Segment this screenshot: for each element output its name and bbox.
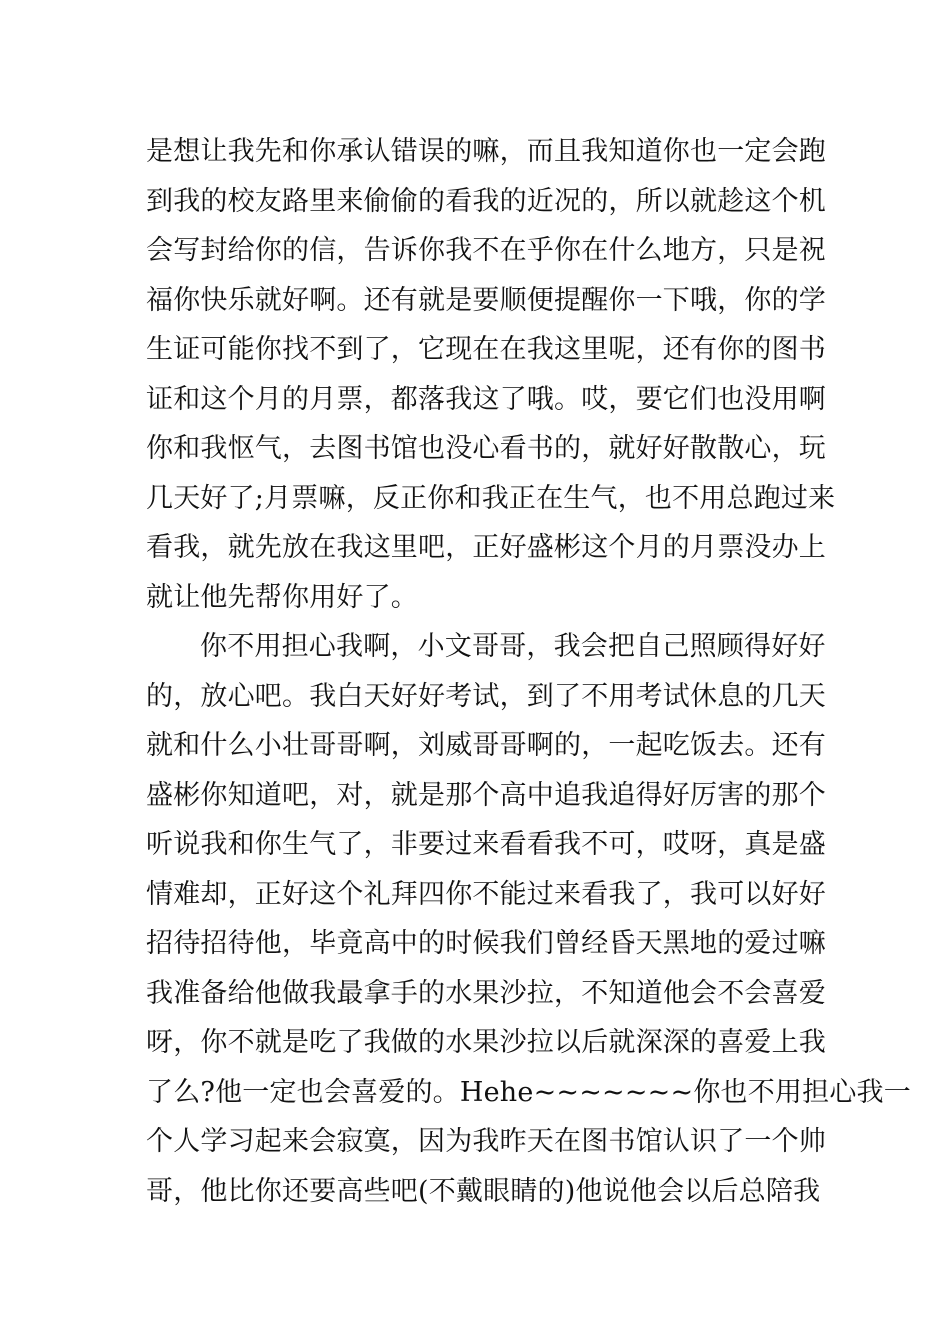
text-line: 我准备给他做我最拿手的水果沙拉，不知道他会不会喜爱 [146,977,826,1009]
text-line: 是想让我先和你承认错误的嘛，而且我知道你也一定会跑 [146,136,826,167]
text-line: 你不用担心我啊，小文哥哥，我会把自己照顾得好好 [200,631,826,662]
text-line: 盛彬你知道吧，对，就是那个高中追我追得好厉害的那个 [146,779,826,811]
text-line: 听说我和你生气了，非要过来看看我不可，哎呀，真是盛 [146,829,826,860]
text-line: 证和这个月的月票，都落我这了哦。哎，要它们也没用啊 [146,383,826,415]
text-line: 会写封给你的信，告诉你我不在乎你在什么地方，只是祝 [146,235,826,266]
text-line: 就和什么小壮哥哥啊，刘威哥哥啊的，一起吃饭去。还有 [146,730,826,761]
text-line: 呀，你不就是吃了我做的水果沙拉以后就深深的喜爱上我 [146,1027,826,1058]
text-line: 情难却，正好这个礼拜四你不能过来看我了，我可以好好 [146,878,826,910]
text-line: 生证可能你找不到了，它现在在我这里呢，还有你的图书 [146,334,826,365]
text-line: 看我，就先放在我这里吧，正好盛彬这个月的月票没办上 [146,532,826,563]
text-line: 就让他先帮你用好了。 [146,581,418,613]
text-line: 个人学习起来会寂寞，因为我昨天在图书馆认识了一个帅 [146,1126,826,1157]
text-line: 到我的校友路里来偷偷的看我的近况的，所以就趁这个机 [146,185,826,217]
text-line: 几天好了;月票嘛，反正你和我正在生气，也不用总跑过来 [146,482,836,514]
paragraph-2 [146,622,911,1216]
text-line: 招待招待他，毕竟高中的时候我们曾经昏天黑地的爱过嘛 [146,928,826,959]
text-line: 哥，他比你还要高些吧(不戴眼睛的)他说他会以后总陪我 [146,1175,821,1207]
document-body [146,127,911,1216]
text-line: 了么?他一定也会喜爱的。Hehe~~~~~~~你也不用担心我一 [146,1076,911,1108]
text-line: 你和我怄气，去图书馆也没心看书的，就好好散散心，玩 [146,433,826,464]
paragraph-1 [146,127,836,622]
text-line: 福你快乐就好啊。还有就是要顺便提醒你一下哦，你的学 [146,284,826,316]
text-line: 的，放心吧。我白天好好考试，到了不用考试休息的几天 [146,680,826,712]
